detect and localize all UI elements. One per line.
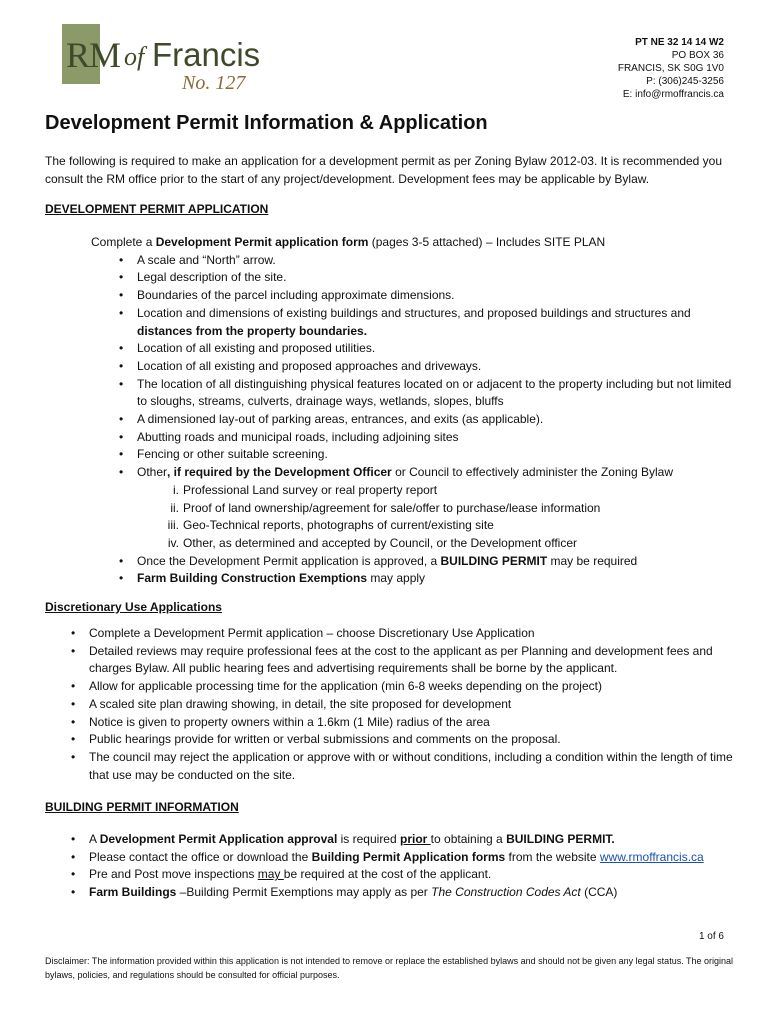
text-italic: The Construction Codes Act: [431, 885, 581, 900]
text-bold: BUILDING PERMIT: [440, 553, 548, 568]
logo-francis: Francis: [152, 36, 261, 73]
sub-list-item: [161, 500, 736, 518]
text: may apply: [367, 571, 426, 586]
disclaimer: Disclaimer: The information provided within this application is not intended to remove or replace the established bylaws and should not be given any legal status. The original bylaws, policies, and regulations should be consulted for official purposes.: [45, 956, 734, 980]
list-item: • Notice is given to property owners within a 1.6km (1 Mile) radius of the area: [67, 714, 735, 732]
list-item: [115, 305, 736, 340]
text: (pages 3-5 attached) – Includes SITE PLAN: [368, 235, 606, 249]
text-bold: distances from the property boundaries.: [137, 323, 368, 338]
list-item: [67, 884, 735, 902]
address-line: PO BOX 36: [671, 50, 724, 61]
logo-number: No. 127: [182, 72, 246, 94]
list-item: • Allow for applicable processing time for the application (min 6-8 weeks depending on the project): [67, 678, 735, 696]
list-item: [67, 849, 735, 867]
intro-paragraph: The following is required to make an application for a development permit as per Zoning Bylaw 2012-03. It is recommended you consult the RM office prior to the start of any project/development. Development fees may be applicable by Bylaw.: [45, 154, 723, 186]
list-item: • A dimensioned lay-out of parking areas, entrances, and exits (as applicable).: [115, 411, 736, 429]
address-line: P: (306)245-3256: [646, 76, 724, 87]
dpa-block: [91, 234, 736, 588]
building-list: [67, 831, 735, 902]
discretionary-block: [67, 625, 735, 784]
list-item: • Detailed reviews may require professional fees at the cost to the applicant as per Planning and development fees and charges Bylaw. All public hearing fees and advertising requirements shall be borne by the applicant.: [67, 643, 735, 678]
list-item: • Fencing or other suitable screening.: [115, 446, 736, 464]
list-item: • The location of all distinguishing physical features located on or adjacent to the property including but not limited to sloughs, streams, culverts, drainage ways, wetlands, slopes, bluffs: [115, 376, 736, 411]
dpa-lead: [91, 234, 736, 252]
section-heading-dpa: DEVELOPMENT PERMIT APPLICATION: [45, 202, 269, 216]
text-bold: Development Permit application form: [155, 235, 369, 249]
website-link[interactable]: www.rmoffrancis.ca: [599, 849, 704, 864]
list-item: • Complete a Development Permit application – choose Discretionary Use Application: [67, 625, 735, 643]
list-item: • A scaled site plan drawing showing, in detail, the site proposed for development: [67, 696, 735, 714]
text: Geo-Technical reports, photographs of current/existing site: [183, 518, 494, 533]
address-line: PT NE 32 14 14 W2: [635, 37, 724, 48]
sub-list-item: [161, 535, 736, 553]
page-title: Development Permit Information & Application: [45, 112, 488, 134]
list-item: • Public hearings provide for written or verbal submissions and comments on the proposal.: [67, 731, 735, 749]
list-number: iii.: [167, 518, 179, 533]
text: to obtaining a: [430, 832, 507, 846]
list-item: • Location of all existing and proposed utilities.: [115, 340, 736, 358]
list-item: [115, 464, 736, 553]
list-number: iv.: [167, 535, 179, 550]
text: Once the Development Permit application is approved, a: [137, 553, 441, 568]
address-line: E: info@rmoffrancis.ca: [622, 89, 724, 100]
address-block: [618, 36, 724, 101]
sub-list-item: [161, 517, 736, 535]
logo-of: of: [124, 42, 145, 71]
text: or Council to effectively administer the Zoning Bylaw: [391, 465, 673, 480]
section-heading-discretionary: Discretionary Use Applications: [45, 600, 222, 614]
text: Pre and Post move inspections: [89, 867, 258, 882]
text-bold: , if required by the Development Officer: [167, 465, 392, 480]
list-item: • Abutting roads and municipal roads, including adjoining sites: [115, 429, 736, 447]
dpa-list: [115, 252, 736, 588]
section-heading-building: BUILDING PERMIT INFORMATION: [45, 800, 239, 814]
sub-list-item: [161, 482, 736, 500]
list-item: • Boundaries of the parcel including approximate dimensions.: [115, 287, 736, 305]
text-bold: Farm Buildings: [89, 885, 177, 900]
text: (CCA): [580, 885, 618, 900]
text-bold: BUILDING PERMIT.: [506, 832, 615, 846]
list-number: i.: [173, 482, 179, 497]
text: Other, as determined and accepted by Council, or the Development officer: [183, 535, 578, 550]
text: A: [89, 832, 100, 846]
list-item: [67, 831, 735, 849]
discretionary-list: [67, 625, 735, 784]
text: from the website: [505, 849, 600, 864]
sub-list: [161, 482, 736, 553]
list-item: • Location of all existing and proposed approaches and driveways.: [115, 358, 736, 376]
text: Proof of land ownership/agreement for sale/offer to purchase/lease information: [183, 500, 601, 515]
building-block: [67, 831, 735, 902]
text: be required at the cost of the applicant.: [283, 867, 492, 882]
text: –Building Permit Exemptions may apply as per: [176, 885, 432, 900]
rm-logo: [62, 24, 261, 94]
text-bold: Development Permit Application approval: [99, 832, 338, 846]
text-bold: Farm Building Construction Exemptions: [137, 571, 368, 586]
text-bold-underline: prior: [400, 832, 431, 846]
page-number: 1 of 6: [698, 931, 724, 942]
text: Location and dimensions of existing buildings and structures, and proposed buildings and structures and: [137, 305, 691, 320]
list-item: • The council may reject the application or approve with or without conditions, including a condition within the length of time that use may be conducted on the site.: [67, 749, 735, 784]
text-bold: Building Permit Application forms: [311, 849, 506, 864]
text-underline: may: [257, 867, 284, 882]
logo-rm: RM: [66, 35, 121, 75]
text: Complete a: [91, 235, 156, 249]
address-line: FRANCIS, SK S0G 1V0: [617, 63, 724, 74]
list-number: ii.: [170, 500, 179, 515]
text: Professional Land survey or real property report: [183, 482, 438, 497]
text: Other: [137, 465, 168, 480]
text: is required: [337, 832, 400, 846]
list-item: • Legal description of the site.: [115, 269, 736, 287]
list-item: [115, 553, 736, 571]
text: may be required: [547, 553, 638, 568]
list-item: • A scale and “North” arrow.: [115, 252, 736, 270]
list-item: [115, 570, 736, 588]
text: Please contact the office or download the: [89, 849, 312, 864]
list-item: [67, 866, 735, 884]
